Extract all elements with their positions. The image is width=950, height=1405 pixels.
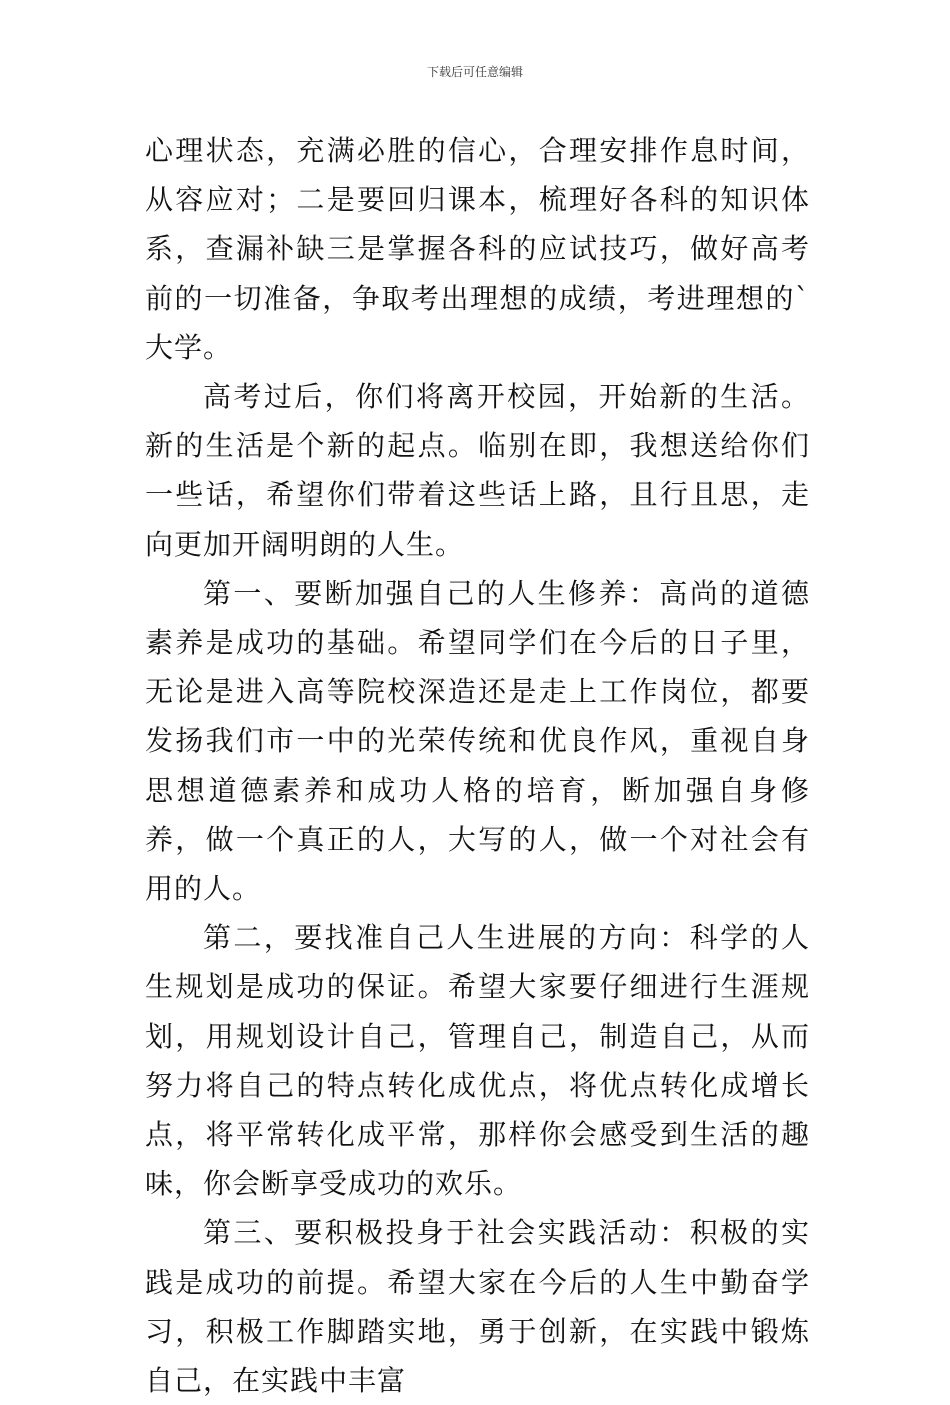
paragraph-point-two: 第二，要找准自己人生进展的方向：科学的人生规划是成功的保证。希望大家要仔细进行生涯规划，用规划设计自己，管理自己，制造自己，从而努力将自己的特点转化成优点，将优点转化成增长点，将平常转化成平常，那样你会感受到生活的趣味，你会断享受成功的欢乐。 xyxy=(145,921,810,1201)
paragraph-point-three: 第三、要积极投身于社会实践活动：积极的实践是成功的前提。希望大家在今后的人生中勤奋学习，积极工作脚踏实地，勇于创新，在实践中锻炼自己，在实践中丰富 xyxy=(145,1216,810,1398)
paragraph-continuation: 心理状态，充满必胜的信心，合理安排作息时间，从容应对；二是要回归课本，梳理好各科的知识体系，查漏补缺三是掌握各科的应试技巧，做好高考前的一切准备，争取考出理想的成绩，考进理想的`大学。 xyxy=(145,134,810,364)
paragraph-after-gaokao: 高考过后，你们将离开校园，开始新的生活。新的生活是个新的起点。临别在即，我想送给你们一些话，希望你们带着这些话上路，且行且思，走向更加开阔明朗的人生。 xyxy=(145,380,810,561)
page-header: 下载后可任意编辑 xyxy=(426,65,523,79)
paragraph-point-one: 第一、要断加强自己的人生修养：高尚的道德素养是成功的基础。希望同学们在今后的日子里，无论是进入高等院校深造还是走上工作岗位，都要发扬我们市一中的光荣传统和优良作风，重视自身思想道德素养和成功人格的培育，断加强自身修养，做一个真正的人，大写的人，做一个对社会有用的人。 xyxy=(145,576,810,906)
document-body xyxy=(145,126,810,1405)
